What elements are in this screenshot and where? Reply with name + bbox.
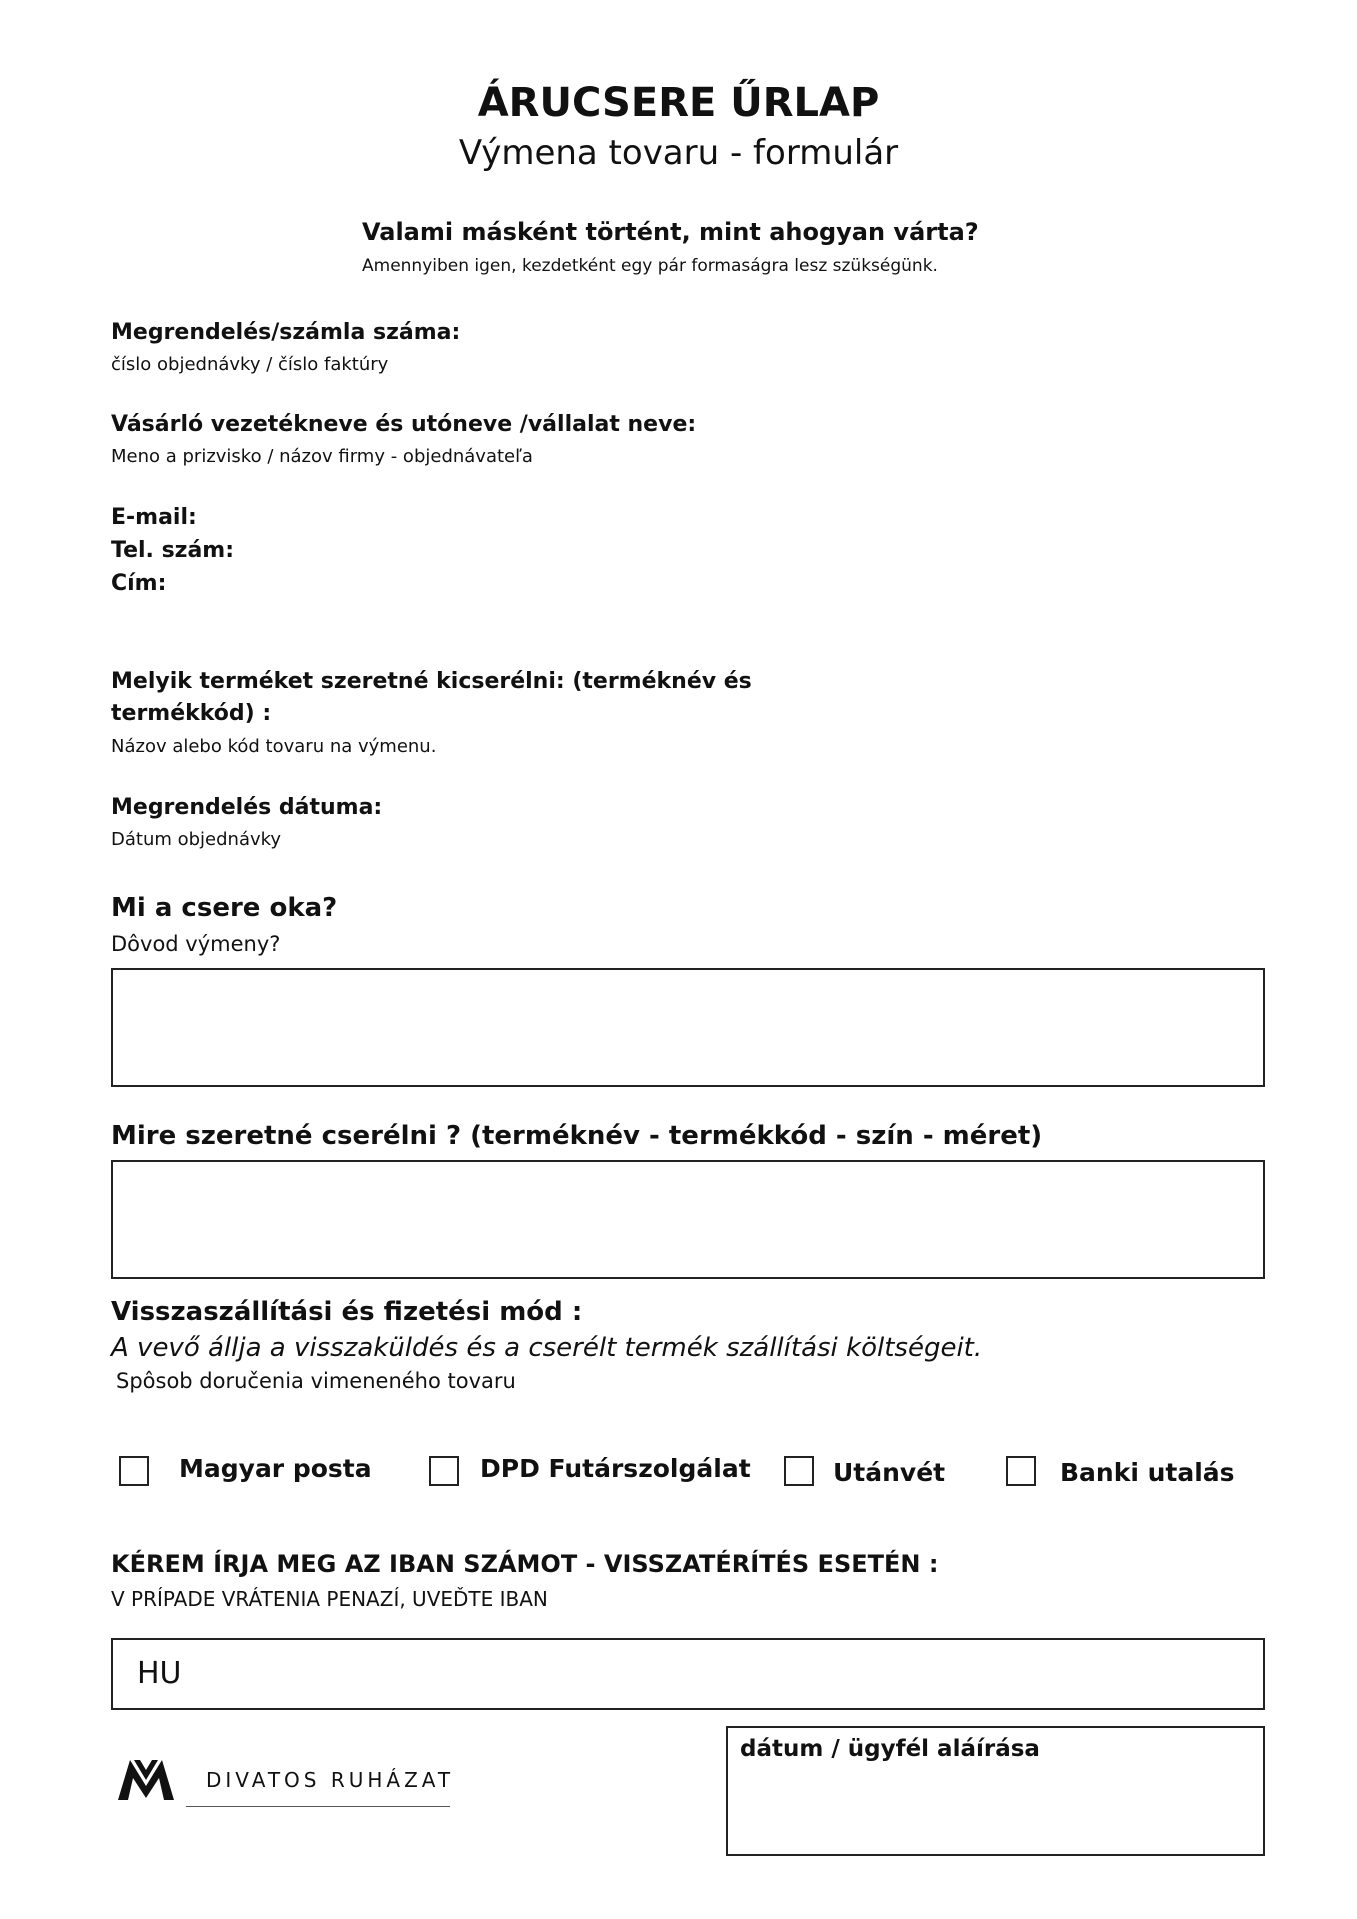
checkbox-dpd[interactable] [429, 1456, 459, 1486]
signature-box[interactable] [726, 1726, 1265, 1856]
option-label-dpd: DPD Futárszolgálat [480, 1454, 751, 1483]
brand-underline [186, 1806, 450, 1807]
shipping-sub: Spôsob doručenia vimeneného tovaru [116, 1369, 516, 1393]
exchange-for-textarea[interactable] [111, 1160, 1265, 1279]
brand-name: DIVATOS RUHÁZAT [206, 1768, 455, 1792]
customer-name-sub: Meno a prizvisko / názov firmy - objednávateľa [111, 446, 533, 467]
checkbox-banki-utalas[interactable] [1006, 1456, 1036, 1486]
option-label-magyar-posta: Magyar posta [179, 1454, 372, 1483]
page-subtitle: Výmena tovaru - formulár [458, 133, 899, 173]
phone-label: Tel. szám: [111, 538, 235, 563]
address-label: Cím: [111, 571, 167, 596]
email-label: E-mail: [111, 505, 197, 530]
page-title: ÁRUCSERE ŰRLAP [477, 80, 880, 126]
vm-monogram-icon [116, 1756, 176, 1802]
signature-label: dátum / ügyfél aláírása [740, 1736, 1040, 1762]
iban-label: KÉREM ÍRJA MEG AZ IBAN SZÁMOT - VISSZATÉRÍTÉS ESETÉN : [111, 1550, 939, 1578]
option-label-utanvet: Utánvét [833, 1458, 946, 1487]
iban-sub: V PRÍPADE VRÁTENIA PENAZÍ, UVEĎTE IBAN [111, 1587, 548, 1611]
reason-label: Mi a csere oka? [111, 893, 338, 923]
intro-text: Amennyiben igen, kezdetként egy pár formaságra lesz szükségünk. [362, 256, 938, 276]
shipping-label: Visszaszállítási és fizetési mód : [111, 1297, 583, 1327]
shipping-note: A vevő állja a visszaküldés és a cserélt termék szállítási költségeit. [111, 1333, 983, 1363]
product-label-line1: Melyik terméket szeretné kicserélni: (terméknév és [111, 669, 752, 694]
checkbox-magyar-posta[interactable] [119, 1456, 149, 1486]
order-number-sub: číslo objednávky / číslo faktúry [111, 354, 389, 375]
checkbox-utanvet[interactable] [784, 1456, 814, 1486]
order-date-label: Megrendelés dátuma: [111, 795, 383, 820]
order-date-sub: Dátum objednávky [111, 829, 282, 850]
iban-value: HU [137, 1656, 182, 1691]
exchange-for-label: Mire szeretné cserélni ? (terméknév - termékkód - szín - méret) [111, 1121, 1043, 1151]
intro-question: Valami másként történt, mint ahogyan várta? [362, 218, 979, 246]
product-sub: Názov alebo kód tovaru na výmenu. [111, 736, 437, 757]
order-number-label: Megrendelés/számla száma: [111, 320, 461, 345]
reason-textarea[interactable] [111, 968, 1265, 1087]
customer-name-label: Vásárló vezetékneve és utóneve /vállalat neve: [111, 412, 697, 437]
iban-input[interactable] [111, 1638, 1265, 1710]
reason-sub: Dôvod výmeny? [111, 932, 281, 956]
option-label-banki-utalas: Banki utalás [1060, 1458, 1235, 1487]
product-label-line2: termékkód) : [111, 701, 272, 726]
